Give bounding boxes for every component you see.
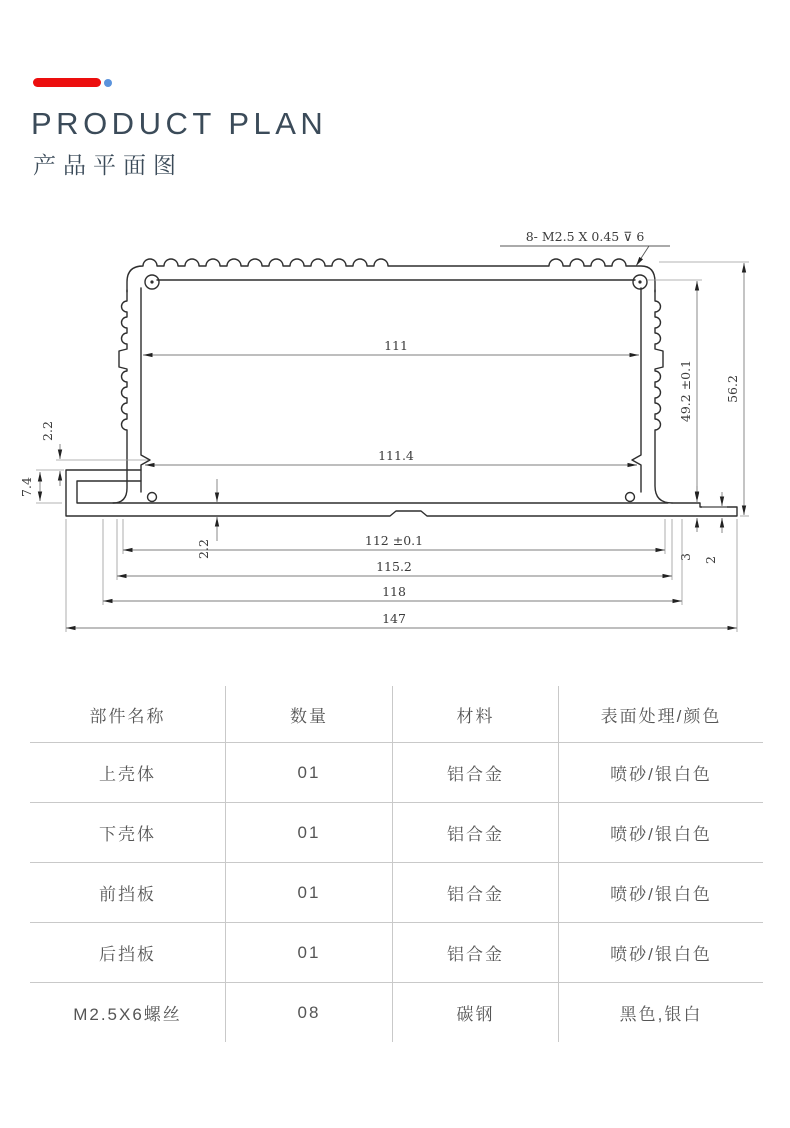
cell-finish-color: 喷砂/银白色 xyxy=(610,885,712,904)
blue-accent-dot xyxy=(104,79,112,87)
profile-inner-left-wall xyxy=(141,288,150,492)
table-header-part-name: 部件名称 xyxy=(30,686,226,743)
cell-finish-color: 喷砂/银白色 xyxy=(610,945,712,964)
dim-label-2: 2 xyxy=(703,556,718,564)
dim-label-56-2: 56.2 xyxy=(725,375,740,403)
cell-material: 铝合金 xyxy=(393,743,559,803)
cell-quantity: 01 xyxy=(226,863,393,923)
parts-table xyxy=(30,686,763,1042)
cell-material: 铝合金 xyxy=(393,803,559,863)
table-row xyxy=(30,803,763,863)
cell-quantity: 08 xyxy=(226,983,393,1043)
table-header-finish-color: 表面处理/颜色 xyxy=(600,706,722,726)
table-row xyxy=(30,923,763,983)
dim-label-111: 111 xyxy=(384,338,408,353)
cell-part-name: 上壳体 xyxy=(30,743,226,803)
cell-part-name: 后挡板 xyxy=(30,923,226,983)
cell-material: 铝合金 xyxy=(393,923,559,983)
table-row xyxy=(30,983,763,1043)
profile-left-wall xyxy=(113,290,127,503)
dim-label-118: 118 xyxy=(382,584,406,599)
extension-lines xyxy=(36,262,749,632)
cell-material: 碳钢 xyxy=(393,983,559,1043)
cell-part-name: M2.5X6螺丝 xyxy=(30,983,226,1043)
profile-bottom-shell-inner xyxy=(77,481,668,503)
cell-finish-color: 喷砂/银白色 xyxy=(610,765,712,784)
cell-part-name: 前挡板 xyxy=(30,863,226,923)
dim-label-7-4: 7.4 xyxy=(19,477,34,497)
profile-top-finned-edge xyxy=(127,259,655,292)
cell-quantity: 01 xyxy=(226,923,393,983)
dim-label-3: 3 xyxy=(678,553,693,561)
table-row xyxy=(30,743,763,803)
dim-label-49-2: 49.2 ±0.1 xyxy=(678,359,693,423)
cell-finish-color: 黑色,银白 xyxy=(619,1005,703,1024)
screw-boss-top-right-center xyxy=(638,280,641,283)
table-header-row xyxy=(30,686,763,743)
technical-drawing xyxy=(0,215,790,655)
screw-boss-top-left-center xyxy=(150,280,153,283)
profile-bottom-shell xyxy=(66,470,737,516)
screw-boss-bottom-left xyxy=(148,493,157,502)
cell-quantity: 01 xyxy=(226,803,393,863)
table-header-material: 材料 xyxy=(393,686,559,743)
cell-part-name: 下壳体 xyxy=(30,803,226,863)
dim-label-147: 147 xyxy=(382,611,406,626)
profile-right-wall xyxy=(655,290,672,503)
page-subtitle: 产品平面图 xyxy=(33,152,183,178)
dim-label-2-2-bottom: 2.2 xyxy=(196,539,211,559)
red-accent-bar xyxy=(33,78,101,87)
dim-label-111-4: 111.4 xyxy=(378,448,414,463)
table-row xyxy=(30,863,763,923)
screw-boss-bottom-right xyxy=(626,493,635,502)
cell-finish-color: 喷砂/银白色 xyxy=(610,825,712,844)
screw-note: 8- M2.5 X 0.45 ⊽ 6 xyxy=(525,229,645,244)
page-title: PRODUCT PLAN xyxy=(31,106,328,141)
cell-material: 铝合金 xyxy=(393,863,559,923)
profile-inner-right-wall xyxy=(632,288,641,492)
dim-label-115-2: 115.2 xyxy=(376,559,412,574)
table-header-quantity: 数量 xyxy=(226,686,393,743)
enclosure-profile xyxy=(66,259,737,516)
dim-label-2-2-left: 2.2 xyxy=(40,421,55,441)
dim-label-112: 112 ±0.1 xyxy=(364,533,424,548)
cell-quantity: 01 xyxy=(226,743,393,803)
